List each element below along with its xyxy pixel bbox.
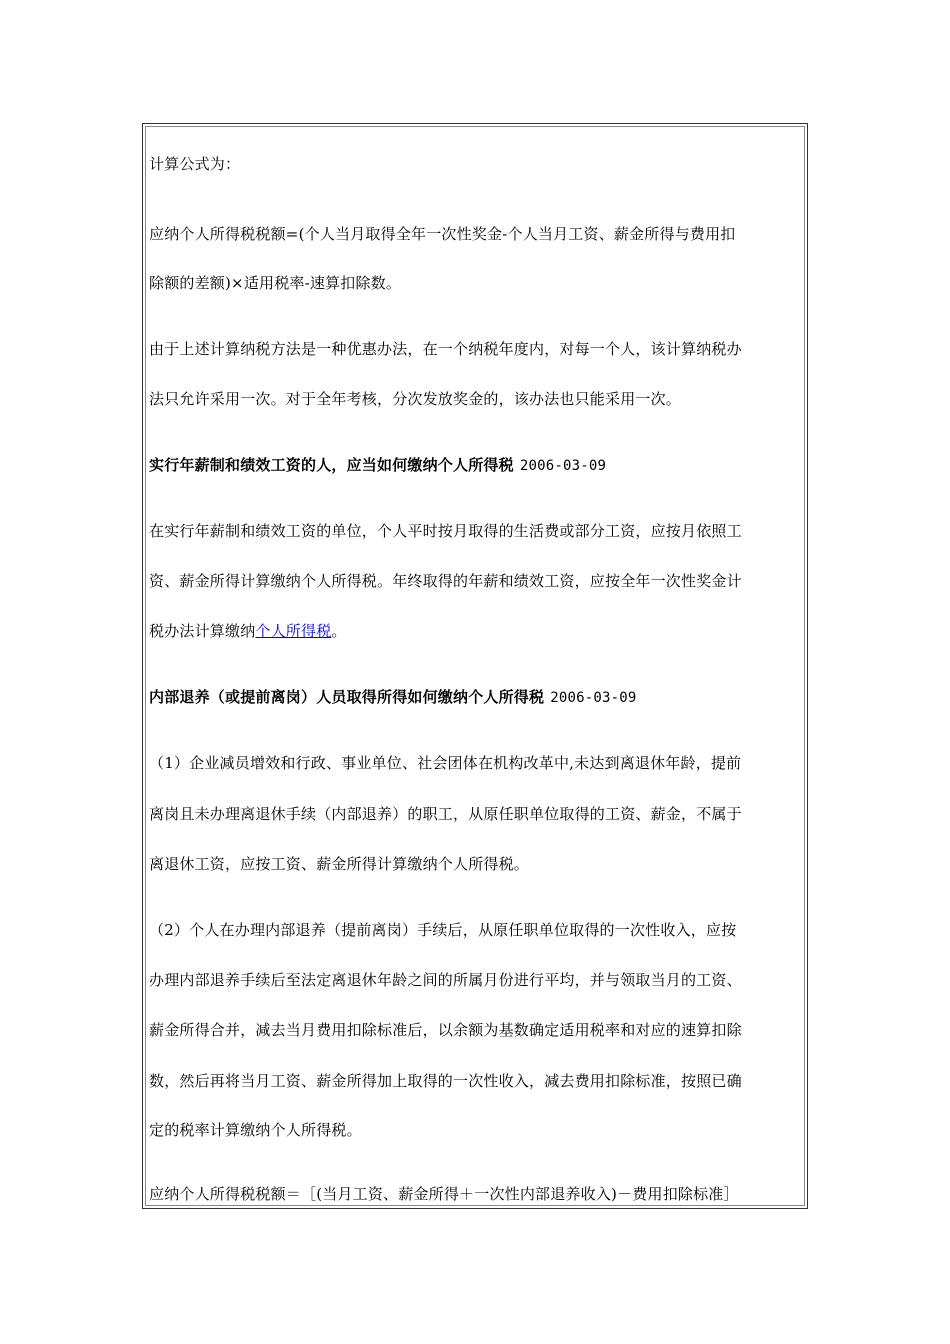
annual-salary-line-3-prefix: 税办法计算缴纳	[149, 622, 256, 640]
internal-retirement-item1-line-2: 离岗且未办理离退休手续（内部退养）的职工，从原任职单位取得的工资、薪金，不属于	[149, 805, 742, 823]
section-heading-date: 2006-03-09	[550, 690, 637, 706]
internal-retirement-item2-line-5: 定的税率计算缴纳个人所得税。	[149, 1121, 362, 1139]
section-heading-internal-retirement	[149, 687, 637, 707]
formula-line-2: 除额的差额)×适用税率-速算扣除数。	[149, 274, 402, 292]
formula-intro: 计算公式为：	[149, 155, 241, 173]
document-frame-inner	[145, 126, 805, 1206]
internal-retirement-item1-line-1: （1）企业减员增效和行政、事业单位、社会团体在机构改革中,未达到离退休年龄，提前	[149, 754, 742, 772]
internal-retirement-item2-line-4: 数，然后再将当月工资、薪金所得加上取得的一次性收入，减去费用扣除标准，按照已确	[149, 1072, 742, 1090]
internal-retirement-item2-line-2: 办理内部退养手续后至法定离退休年龄之间的所属月份进行平均，并与领取当月的工资、	[149, 971, 742, 989]
internal-retirement-item2-line-1: （2）个人在办理内部退养（提前离岗）手续后，从原任职单位取得的一次性收入，应按	[149, 921, 737, 939]
section-heading-title: 实行年薪制和绩效工资的人，应当如何缴纳个人所得税	[149, 456, 514, 474]
section-heading-title: 内部退养（或提前离岗）人员取得所得如何缴纳个人所得税	[149, 688, 545, 706]
note-line-2: 法只允许采用一次。对于全年考核，分次发放奖金的，该办法也只能采用一次。	[149, 390, 682, 408]
section-heading-date: 2006-03-09	[519, 458, 607, 474]
annual-salary-line-3-suffix: 。	[331, 622, 347, 640]
document-frame	[142, 123, 808, 1209]
internal-retirement-item1-line-3: 离退休工资，应按工资、薪金所得计算缴纳个人所得税。	[149, 855, 530, 873]
section-heading-annual-salary	[149, 455, 606, 475]
personal-income-tax-link[interactable]: 个人所得税	[255, 622, 332, 640]
note-line-1: 由于上述计算纳税方法是一种优惠办法，在一个纳税年度内，对每一个人，该计算纳税办	[149, 340, 742, 358]
internal-retirement-formula-line-1: 应纳个人所得税税额＝［(当月工资、薪金所得＋一次性内部退养收入)－费用扣除标准］	[149, 1185, 739, 1203]
annual-salary-line-3	[149, 621, 347, 641]
formula-line-1: 应纳个人所得税税额=(个人当月取得全年一次性奖金-个人当月工资、薪金所得与费用扣	[149, 225, 736, 243]
internal-retirement-item2-line-3: 薪金所得合并，减去当月费用扣除标准后，以余额为基数确定适用税率和对应的速算扣除	[149, 1021, 742, 1039]
annual-salary-line-2: 资、薪金所得计算缴纳个人所得税。年终取得的年薪和绩效工资，应按全年一次性奖金计	[149, 572, 742, 590]
annual-salary-line-1: 在实行年薪制和绩效工资的单位，个人平时按月取得的生活费或部分工资，应按月依照工	[149, 522, 742, 540]
